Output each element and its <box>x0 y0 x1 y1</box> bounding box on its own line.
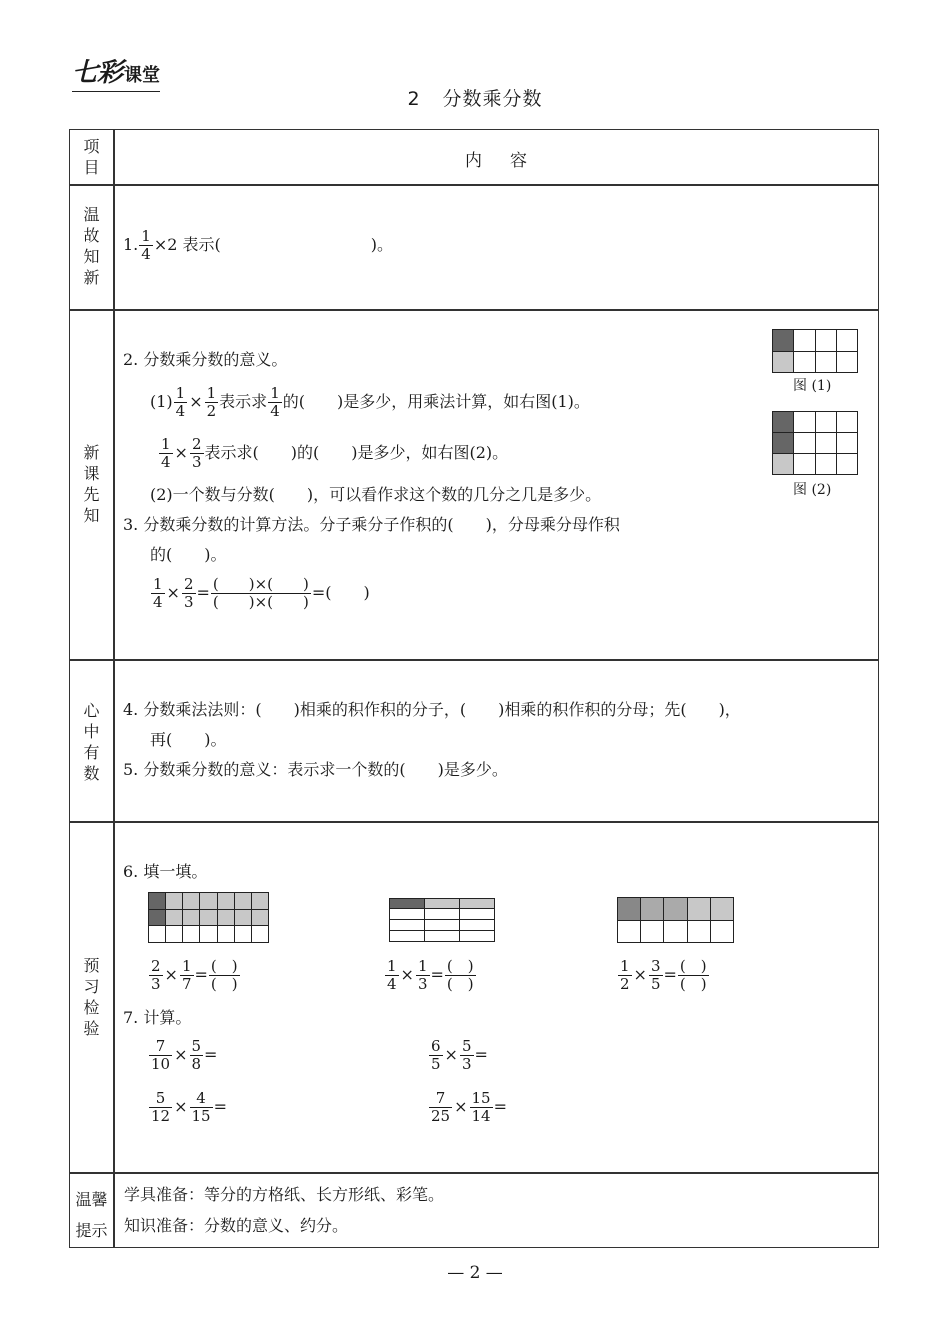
title-number: 2 <box>407 88 421 110</box>
figure-1-caption: 图 (1) <box>793 378 832 394</box>
q7-problem-1: $\frac{7}{10}$ × $\frac{5}{8}$ = <box>151 1037 218 1073</box>
column-divider <box>113 129 115 1248</box>
title-text: 分数乘分数 <box>442 88 543 110</box>
question-2-line-2: $\frac{1}{4}$ × $\frac{2}{3}$ 表示求( )的( )是多少，如右图(2)。 <box>161 435 509 471</box>
question-4-line-2: 再( )。 <box>150 730 227 749</box>
question-3-line-2: 的( )。 <box>150 545 227 564</box>
row-label-summary: 心 中 有 数 <box>83 701 100 783</box>
row-label-tips: 温馨 提示 <box>75 1190 108 1240</box>
figure-2-grid <box>772 411 858 475</box>
fraction: $\frac{1}{4}$ <box>141 227 151 263</box>
q6-grid-2 <box>389 898 495 942</box>
q6-grid-1 <box>148 892 269 943</box>
q7-problem-3: $\frac{5}{12}$ × $\frac{4}{15}$ = <box>151 1089 227 1125</box>
q6-expression-3: $\frac{1}{2}$ × $\frac{3}{5}$ = $\frac{( )}{( )}$ <box>620 957 707 993</box>
q6-grid-3 <box>617 897 734 943</box>
header-content-label: 内 容 <box>465 151 527 171</box>
question-2-title: 2. 分数乘分数的意义。 <box>123 350 288 369</box>
q6-expression-1: $\frac{2}{3}$ × $\frac{1}{7}$ = $\frac{( )}{( )}$ <box>151 957 238 993</box>
row-divider <box>69 309 879 311</box>
row-label-preview: 新 课 先 知 <box>83 443 100 525</box>
question-2-line-3: (2)一个数与分数( )，可以看作求这个数的几分之几是多少。 <box>150 485 602 504</box>
question-4-line-1: 4. 分数乘法法则：( )相乘的积作积的分子，( )相乘的积作积的分母；先( )， <box>123 700 741 719</box>
brand-name-a: 七彩 <box>72 58 123 88</box>
brand-name-b: 课堂 <box>124 65 161 86</box>
question-3-equation: $\frac{1}{4}$ × $\frac{2}{3}$ = $\frac{( )\times( )}{( )\times( )}$ =( ) <box>153 575 370 611</box>
q6-expression-2: $\frac{1}{4}$ × $\frac{1}{3}$ = $\frac{( )}{( )}$ <box>387 957 474 993</box>
question-2-line-1: (1) $\frac{1}{4}$ × $\frac{1}{2}$ 表示求 $\frac{1}{4}$ 的( )是多少，用乘法计算，如右图(1)。 <box>150 384 590 420</box>
figure-2-caption: 图 (2) <box>793 482 832 498</box>
figure-1-grid <box>772 329 858 373</box>
row-divider <box>69 821 879 823</box>
tips-knowledge: 知识准备：分数的意义、约分。 <box>124 1216 349 1235</box>
content-table <box>69 129 879 1248</box>
row-label-review: 温 故 知 新 <box>83 205 100 287</box>
question-6-title: 6. 填一填。 <box>123 862 208 881</box>
question-5: 5. 分数乘分数的意义：表示求一个数的( )是多少。 <box>123 760 508 779</box>
page-number: — 2 — <box>447 1263 503 1283</box>
header-item-label: 项 目 <box>83 137 100 177</box>
q7-problem-4: $\frac{7}{25}$ × $\frac{15}{14}$ = <box>431 1089 507 1125</box>
question-3-line-1: 3. 分数乘分数的计算方法。分子乘分子作积的( )，分母乘分母作积 <box>123 515 620 534</box>
row-divider <box>69 184 879 186</box>
row-label-check: 预 习 检 验 <box>83 956 100 1038</box>
q7-problem-2: $\frac{6}{5}$ × $\frac{5}{3}$ = <box>431 1037 488 1073</box>
row-divider <box>69 659 879 661</box>
question-7-title: 7. 计算。 <box>123 1008 192 1027</box>
tips-tools: 学具准备：等分的方格纸、长方形纸、彩笔。 <box>124 1185 445 1204</box>
page-title <box>0 84 950 111</box>
question-1: 1. $\frac{1}{4}$ ×2 表示( )。 <box>123 227 393 263</box>
row-divider <box>69 1172 879 1174</box>
